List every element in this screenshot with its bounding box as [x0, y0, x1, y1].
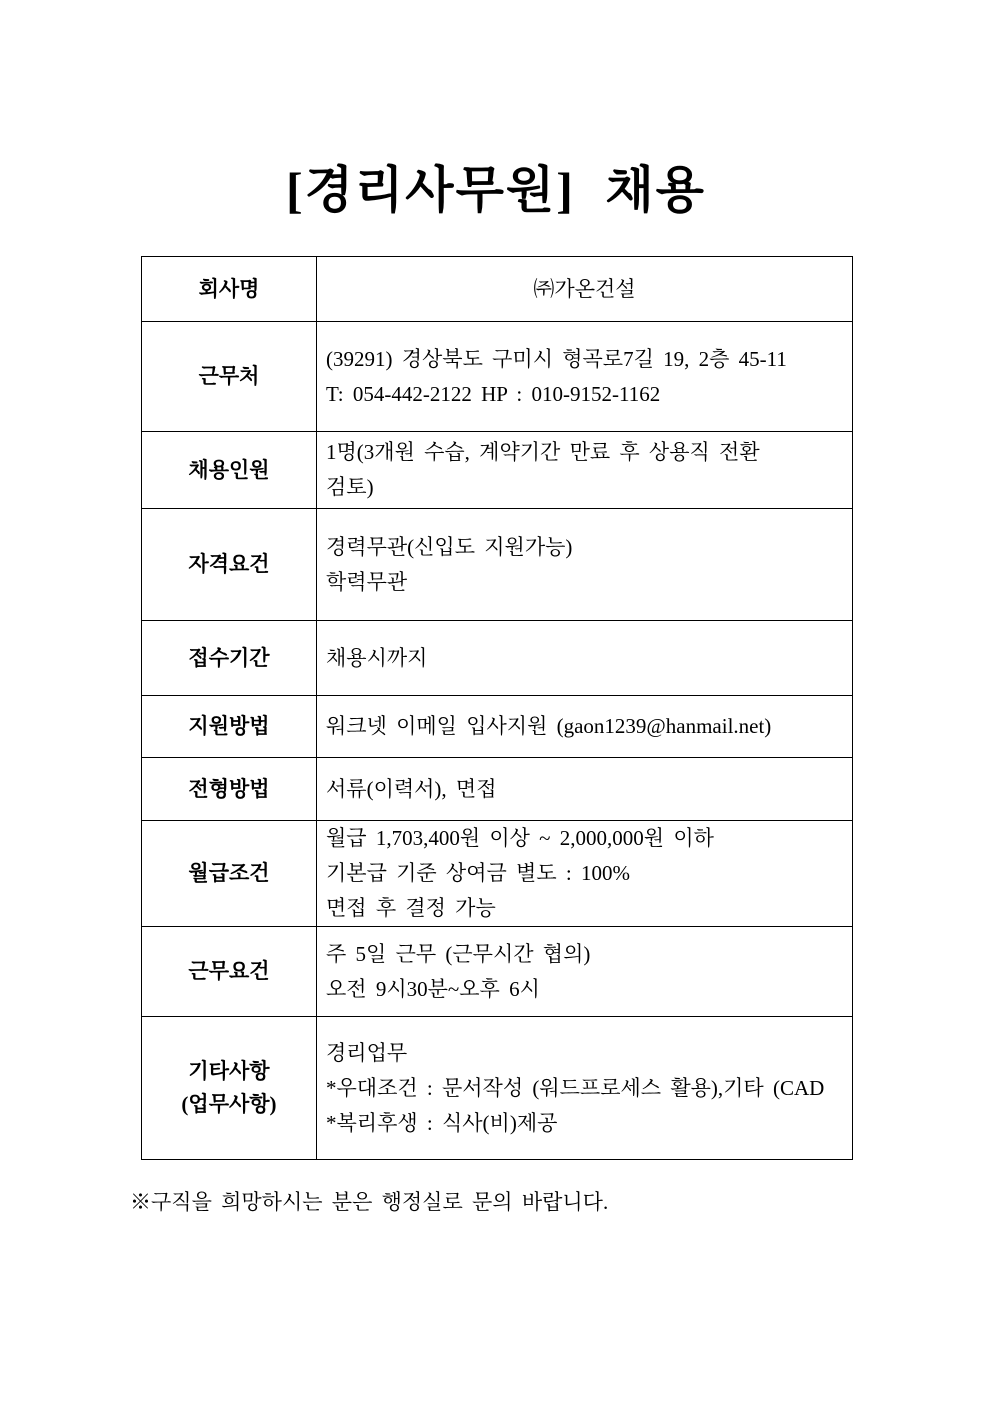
row-value — [317, 432, 853, 509]
row-value — [317, 621, 853, 696]
row-work-conditions — [142, 927, 853, 1017]
value-line: *복리후생 : 식사(비)제공 — [326, 1110, 558, 1135]
row-label-sub: (업무사항) — [181, 1092, 277, 1116]
job-table — [141, 256, 853, 1160]
row-application-method — [142, 696, 853, 758]
value-line: 기본급 기준 상여금 별도 : 100% — [326, 861, 630, 885]
value-line: 면접 후 결정 가능 — [326, 896, 496, 920]
value-line: 오전 9시30분~오후 6시 — [326, 976, 540, 1001]
row-value — [317, 927, 853, 1017]
row-label: 접수기간 — [142, 621, 317, 696]
value-line: 서류(이력서), 면접 — [326, 776, 497, 801]
row-value — [317, 758, 853, 821]
value-line: 검토) — [326, 475, 374, 499]
row-qualifications — [142, 509, 853, 621]
row-value — [317, 509, 853, 621]
row-label: 전형방법 — [142, 758, 317, 821]
row-label: 지원방법 — [142, 696, 317, 758]
value-line: ㈜가온건설 — [533, 276, 636, 301]
row-label: 근무요건 — [142, 927, 317, 1017]
value-line: T: 054-442-2122 HP : 010-9152-1162 — [326, 381, 661, 406]
value-line: 1명(3개원 수습, 계약기간 만료 후 상용직 전환 — [326, 440, 760, 464]
row-company-name — [142, 257, 853, 322]
footer-note: ※구직을 희망하시는 분은 행정실로 문의 바랍니다. — [130, 1190, 609, 1214]
row-value — [317, 322, 853, 432]
row-other-notes — [142, 1017, 853, 1160]
value-line: 월급 1,703,400원 이상 ~ 2,000,000원 이하 — [326, 826, 714, 850]
row-label: 자격요건 — [142, 509, 317, 621]
row-label: 근무처 — [142, 322, 317, 432]
row-label: 채용인원 — [142, 432, 317, 509]
value-line: 채용시까지 — [326, 645, 428, 670]
row-selection-method — [142, 758, 853, 821]
row-label: 기타사항 (업무사항) — [142, 1017, 317, 1160]
row-label: 월급조건 — [142, 821, 317, 927]
row-label: 회사명 — [142, 257, 317, 322]
row-hire-count — [142, 432, 853, 509]
value-line: 경리업무 — [326, 1040, 408, 1065]
value-line: 주 5일 근무 (근무시간 협의) — [326, 941, 591, 966]
value-line: *우대조건 : 문서작성 (워드프로세스 활용),기타 (CAD — [326, 1075, 825, 1100]
value-line: 학력무관 — [326, 569, 408, 594]
row-value — [317, 1017, 853, 1160]
value-line: (39291) 경상북도 구미시 형곡로7길 19, 2층 45-11 — [326, 346, 787, 371]
value-line: 경력무관(신입도 지원가능) — [326, 534, 573, 559]
value-line: 워크넷 이메일 입사지원 (gaon1239@hanmail.net) — [326, 714, 772, 738]
page-title: [경리사무원] 채용 — [286, 162, 706, 218]
row-value — [317, 257, 853, 322]
row-application-period — [142, 621, 853, 696]
row-value — [317, 821, 853, 927]
row-value — [317, 696, 853, 758]
row-work-location — [142, 322, 853, 432]
row-salary-conditions — [142, 821, 853, 927]
